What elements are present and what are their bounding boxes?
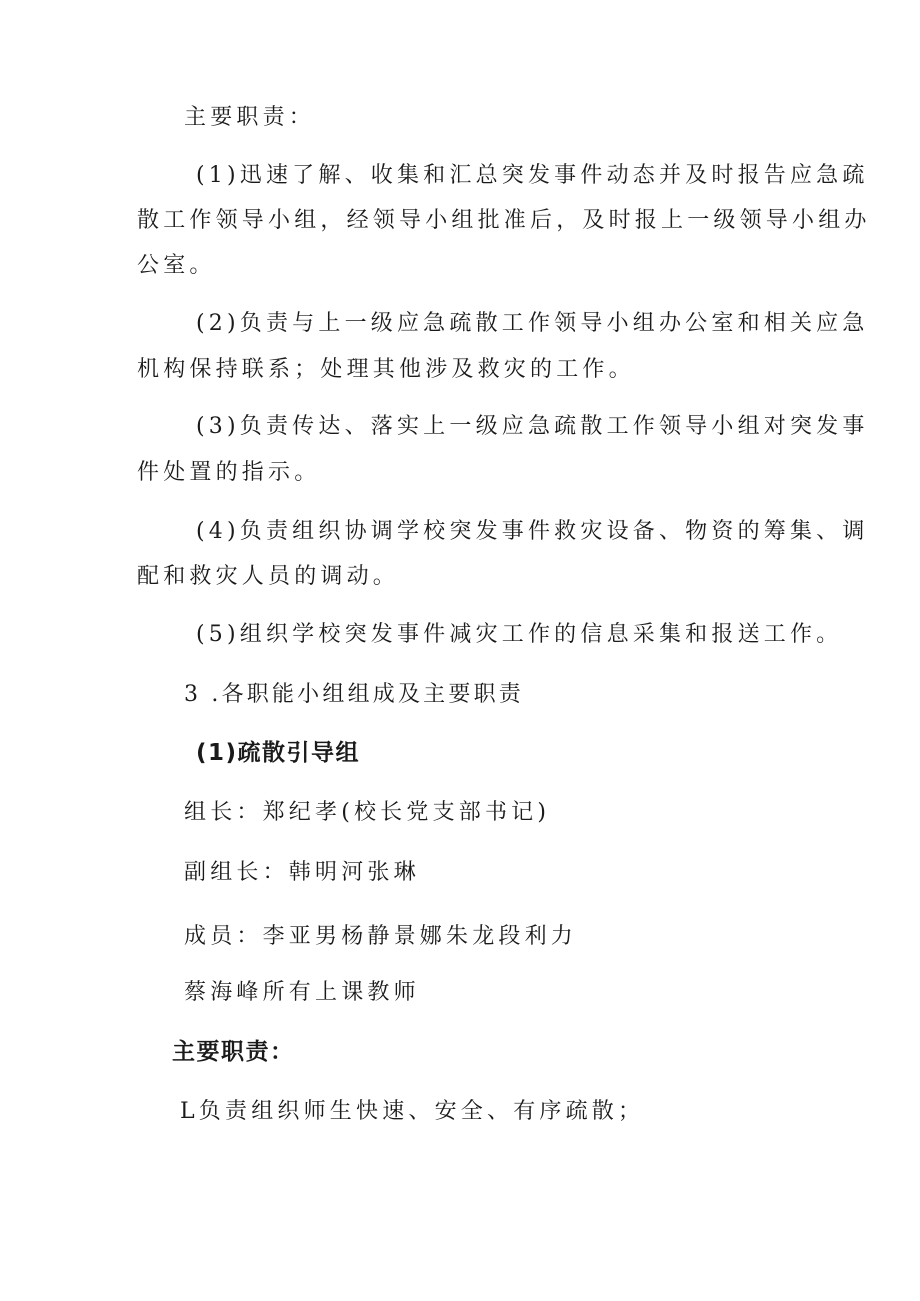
duty-evacuation: L负责组织师生快速、安全、有序疏散；: [180, 1099, 645, 1124]
duty-item-1-line-2: 散工作领导小组，经领导小组批准后，及时报上一级领导小组办: [137, 208, 871, 233]
duty-item-2-line-2: 机构保持联系；处理其他涉及救灾的工作。: [137, 357, 635, 382]
duty-item-2-line-1: (2)负责与上一级应急疏散工作领导小组办公室和相关应急: [196, 311, 869, 336]
duty-item-4-line-1: (4)负责组织协调学校突发事件救灾设备、物资的筹集、调: [196, 519, 869, 544]
group-1-title: (1)疏散引导组: [196, 740, 361, 766]
members-line-2: 蔡海峰所有上课教师: [184, 980, 420, 1005]
members-line-1: 成员：李亚男杨静景娜朱龙段利力: [184, 924, 578, 949]
group-leader: 组长：郑纪孝(校长党支部书记): [184, 800, 551, 825]
duty-item-3-line-2: 件处置的指示。: [137, 460, 321, 485]
duties-heading-2: 主要职责：: [172, 1039, 295, 1065]
duty-item-5-line-1: (5)组织学校突发事件减灾工作的信息采集和报送工作。: [196, 622, 843, 647]
duty-item-4-line-2: 配和救灾人员的调动。: [137, 564, 400, 589]
duties-heading: 主要职责：: [184, 105, 316, 130]
deputy-leaders: 副组长：韩明河张琳: [184, 860, 420, 885]
duty-item-3-line-1: (3)负责传达、落实上一级应急疏散工作领导小组对突发事: [196, 414, 869, 439]
duty-item-1-line-1: (1)迅速了解、收集和汇总突发事件动态并及时报告应急疏: [196, 163, 869, 188]
section-3-title: 3 .各职能小组组成及主要职责: [184, 682, 524, 707]
duty-item-1-line-3: 公室。: [137, 253, 216, 278]
